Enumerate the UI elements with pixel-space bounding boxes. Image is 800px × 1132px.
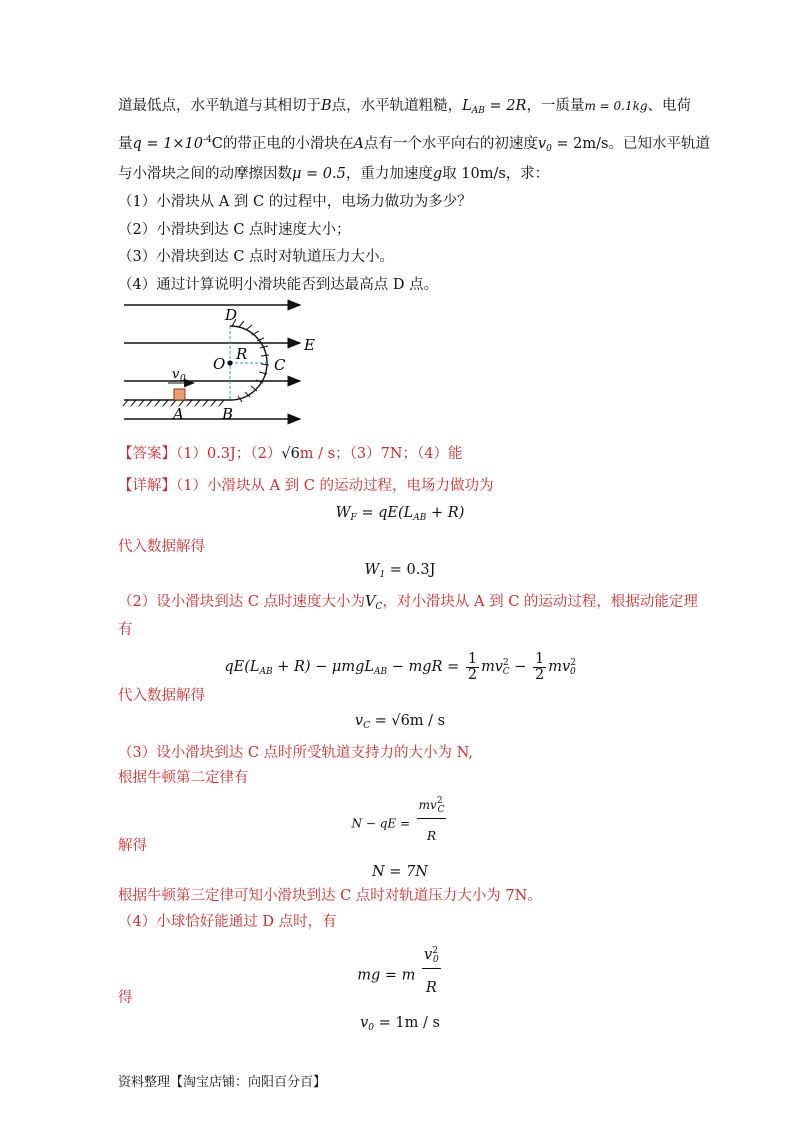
problem-line-1: [118, 96, 691, 121]
text-segment: 点有一个水平向右的初速度: [363, 136, 538, 152]
text-segment: 量: [118, 136, 133, 152]
frac-num: 1: [467, 650, 478, 667]
answer-line: [118, 444, 462, 464]
label-r: R: [236, 345, 248, 363]
fraction-half: [466, 652, 479, 683]
eq-part: − mgR =: [387, 659, 460, 675]
eq-part: + R) − μmgL: [272, 659, 375, 675]
center-point: [227, 360, 232, 365]
text-segment: ，重力加速度: [345, 166, 433, 182]
label-a: A: [173, 405, 184, 423]
frac-num: [417, 794, 447, 819]
text-segment: 与小滑块之间的动摩擦因数: [118, 166, 292, 182]
frac-den: 2: [467, 666, 478, 683]
label-e: E: [304, 336, 315, 354]
vc-subscript: C: [375, 602, 383, 612]
v0-value: = 2m/s: [551, 136, 609, 152]
text-segment: 道最低点，水平轨道与其相切于: [118, 98, 321, 114]
equation-8: [118, 1012, 682, 1039]
text-segment: 的带正电的小滑块在: [222, 136, 354, 152]
lab-subscript: AB: [471, 106, 485, 116]
eq-subscript: 0: [569, 667, 576, 677]
eq-part: = √6m / s: [369, 713, 446, 729]
detail-text: （2）设小滑块到达 C 点时速度大小为: [118, 594, 366, 610]
eq-part: = 1m / s: [374, 1015, 440, 1031]
fraction: [417, 794, 447, 853]
label-v-sub: 0: [180, 374, 186, 384]
eq-part: mv: [548, 659, 571, 675]
equation-5: [118, 794, 682, 853]
text-segment: 、电荷: [647, 98, 692, 114]
charge-exponent: -4: [202, 135, 212, 145]
detail-line-4: 代入数据解得: [118, 688, 205, 704]
label-b: B: [222, 405, 234, 423]
label-d: D: [225, 306, 238, 324]
answer-tag: 【答案】: [118, 446, 176, 462]
question-4: （4）通过计算说明小滑块能否到达最高点 D 点。: [118, 277, 439, 293]
eq-part: v: [424, 947, 433, 963]
detail-line-10: 得: [118, 990, 133, 1006]
equation-2: [118, 559, 682, 586]
eq-subscript: AB: [259, 667, 273, 677]
footer-credit: 资料整理【淘宝店铺：向阳百分百】: [118, 1075, 327, 1090]
eq-symbol: W: [335, 505, 351, 521]
answer-part-1: （1）0.3J；（2）: [176, 446, 282, 462]
problem-line-3: [118, 164, 549, 184]
eq-subscript: 0: [368, 1023, 375, 1033]
eq-part: N = 7N: [372, 864, 428, 880]
eq-superscript: 2: [432, 946, 438, 956]
detail-line-8: 根据牛顿第三定律可知小滑块到达 C 点时对轨道压力大小为 7N。: [118, 888, 542, 904]
equation-7: [118, 944, 682, 1007]
detail-text: ，对小滑块从 A 到 C 的运动过程，根据动能定理: [382, 594, 698, 610]
text-segment: 。已知水平轨道: [608, 136, 710, 152]
eq-operator: −: [509, 659, 532, 675]
equation-6: [118, 861, 682, 883]
eq-part: mv: [418, 798, 437, 812]
eq-subscript: 0: [432, 955, 439, 965]
eq-subscript: C: [437, 805, 445, 815]
text-segment: 点，水平轨道粗糙，: [331, 98, 463, 114]
answer-sqrt: √6: [281, 446, 300, 462]
eq-superscript: 2: [570, 658, 576, 668]
label-v: v: [172, 367, 180, 382]
eq-subscript: C: [502, 667, 510, 677]
answer-part-2: m / s；（3）7N；（4）能: [299, 446, 463, 462]
eq-symbol: W: [364, 562, 380, 578]
eq-subscript: F: [350, 513, 357, 523]
eq-symbol: v: [354, 713, 364, 729]
frac-den: R: [425, 980, 437, 996]
point-b-label: B: [321, 98, 332, 114]
equation-1: [118, 502, 682, 529]
eq-part: mv: [481, 659, 504, 675]
mass-value: m = 0.1kg: [584, 99, 648, 113]
physics-figure: [118, 295, 328, 435]
point-a-label: A: [353, 136, 364, 152]
eq-subscript: AB: [374, 667, 388, 677]
label-o: O: [213, 355, 226, 373]
text-segment: ，一质量: [526, 98, 585, 114]
charge-value: q = 1×10: [132, 136, 203, 152]
lab-value: = 2R: [484, 98, 527, 114]
question-1: （1）小滑块从 A 到 C 的过程中，电场力做功为多少？: [118, 194, 472, 210]
g-symbol: g: [432, 166, 443, 182]
detail-line-7: 解得: [118, 838, 147, 854]
mu-value: μ = 0.5: [292, 166, 346, 182]
label-c: C: [274, 356, 286, 374]
fraction: [422, 944, 441, 1007]
eq-part: mg = m: [357, 967, 416, 984]
frac-num: 1: [535, 650, 545, 667]
v0-symbol: v: [537, 136, 547, 152]
detail-line-1: [118, 476, 493, 496]
slider-block: [174, 389, 185, 400]
charge-unit: C: [211, 136, 223, 152]
eq-part: = 0.3J: [385, 562, 436, 578]
detail-tag: 【详解】: [118, 478, 176, 494]
eq-superscript: 2: [503, 658, 509, 668]
eq-subscript: 1: [379, 570, 386, 580]
equation-4: [118, 710, 682, 737]
frac-den: 2: [535, 666, 545, 683]
v0-subscript: 0: [546, 144, 552, 154]
text-segment: 取 10m/s，求：: [442, 166, 550, 182]
lab-symbol: L: [462, 98, 472, 114]
problem-line-2: [118, 130, 710, 159]
eq-subscript: AB: [413, 513, 427, 523]
detail-line-3: [118, 592, 698, 617]
detail-line-9: （4）小球恰好能通过 D 点时，有: [118, 914, 337, 930]
frac-den: R: [427, 829, 437, 843]
eq-subscript: C: [363, 721, 370, 731]
eq-part: = qE(L: [356, 505, 414, 521]
detail-line-3c: 有: [118, 622, 133, 638]
eq-part: qE(L: [224, 659, 260, 675]
frac-num: [422, 944, 441, 969]
detail-line-5: （3）设小滑块到达 C 点时所受轨道支持力的大小为 N,: [118, 745, 474, 761]
equation-3: [118, 645, 682, 690]
eq-part: N − qE =: [351, 816, 411, 831]
fraction-half: [533, 652, 546, 683]
eq-superscript: 2: [436, 796, 443, 806]
question-3: （3）小滑块到达 C 点时对轨道压力大小。: [118, 249, 395, 265]
detail-line-6: 根据牛顿第二定律有: [118, 770, 249, 786]
eq-symbol: v: [360, 1015, 369, 1031]
question-2: （2）小滑块到达 C 点时速度大小；: [118, 222, 351, 238]
detail-text: （1）小滑块从 A 到 C 的运动过程，电场力做功为: [176, 478, 494, 494]
vc-symbol: V: [365, 594, 376, 610]
detail-line-2: 代入数据解得: [118, 539, 205, 555]
eq-part: + R): [426, 505, 465, 521]
